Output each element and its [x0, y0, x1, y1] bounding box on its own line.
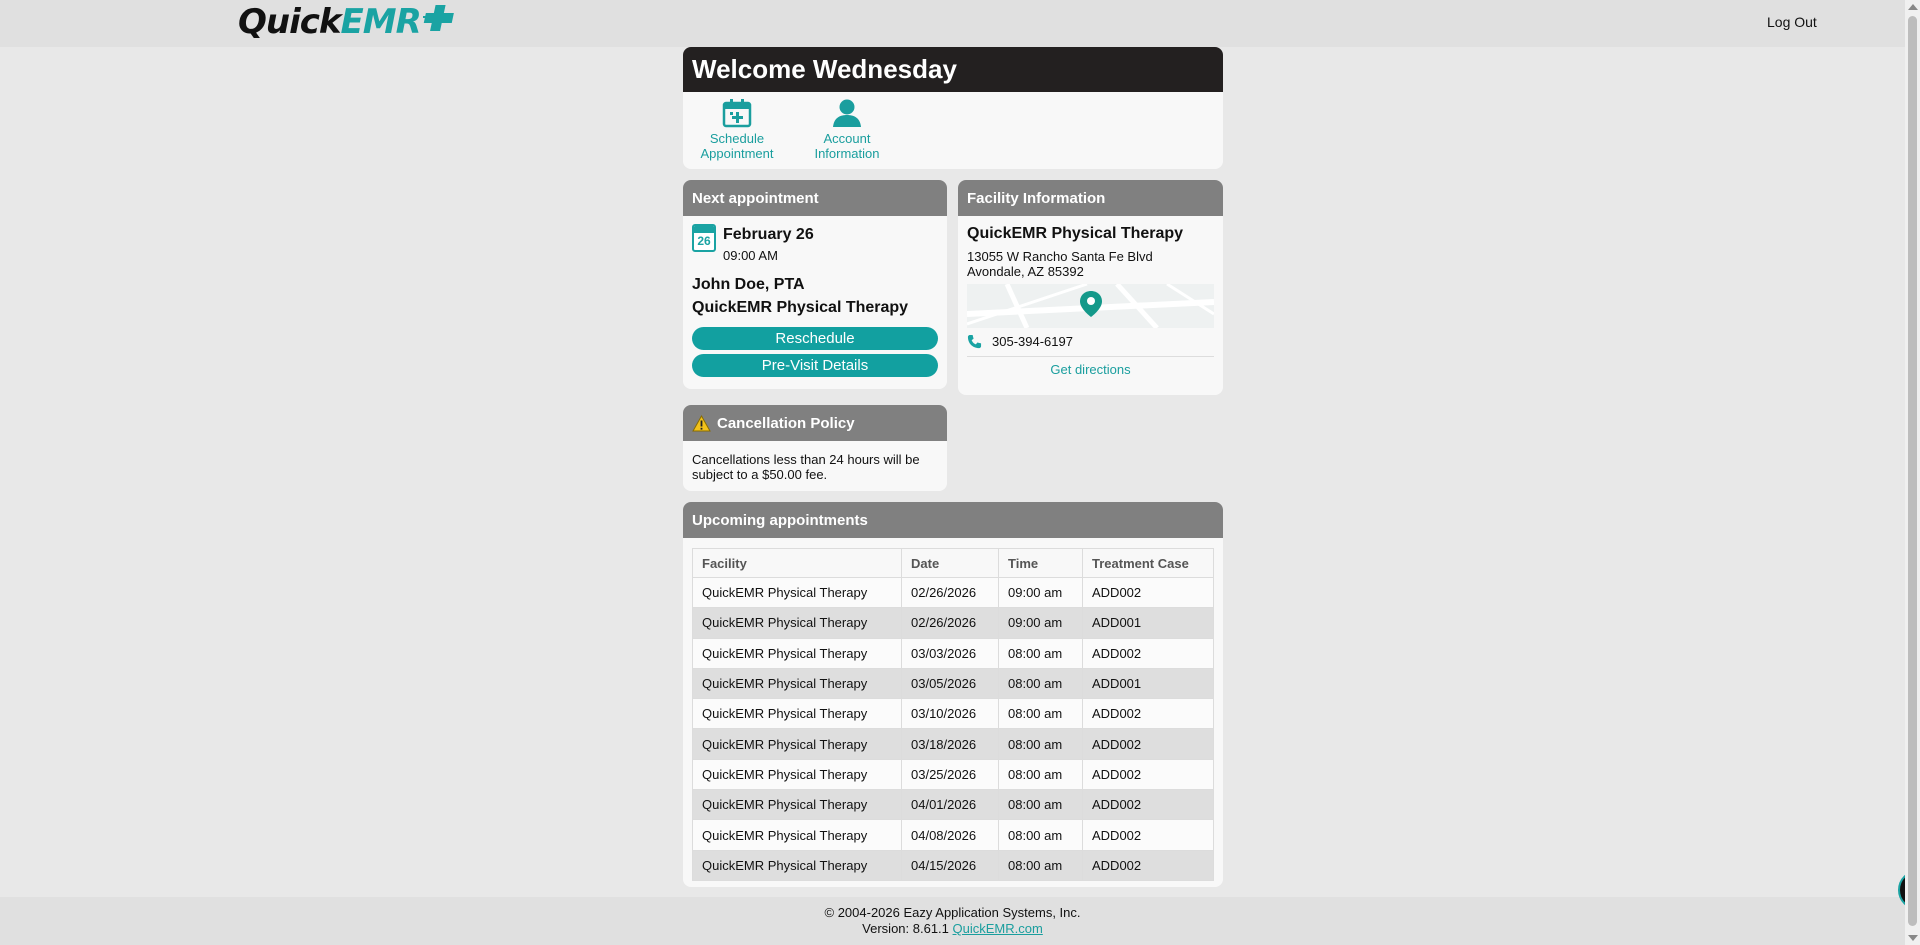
cancellation-policy-panel — [683, 405, 947, 491]
logo-plus-icon — [423, 2, 459, 42]
facility-information-panel — [958, 180, 1223, 395]
cell-time: 08:00 am — [999, 638, 1083, 668]
table-row[interactable] — [693, 638, 1214, 668]
cell-time: 08:00 am — [999, 729, 1083, 759]
welcome-panel — [683, 47, 1223, 169]
cell-treatment-case: ADD001 — [1083, 608, 1214, 638]
cell-time: 08:00 am — [999, 820, 1083, 850]
table-row[interactable] — [693, 578, 1214, 608]
schedule-label-2: Appointment — [700, 146, 774, 161]
cell-time: 09:00 am — [999, 578, 1083, 608]
upcoming-appointments-table — [692, 548, 1214, 881]
logo-quick-text: Quick — [238, 2, 341, 42]
cell-time: 08:00 am — [999, 759, 1083, 789]
table-row[interactable] — [693, 759, 1214, 789]
account-information-button[interactable] — [801, 98, 893, 161]
footer-quickemr-link[interactable]: QuickEMR.com — [952, 921, 1043, 936]
table-row[interactable] — [693, 699, 1214, 729]
cancellation-policy-text: Cancellations less than 24 hours will be subject to a $50.00 fee. — [692, 452, 920, 482]
scrollbar-thumb[interactable] — [1908, 16, 1917, 926]
appointment-facility: QuickEMR Physical Therapy — [692, 299, 909, 316]
facility-address-line2: Avondale, AZ 85392 — [967, 264, 1084, 279]
account-label-2: Information — [814, 146, 880, 161]
cell-facility: QuickEMR Physical Therapy — [693, 850, 902, 880]
facility-name: QuickEMR Physical Therapy — [967, 225, 1184, 242]
pre-visit-details-button[interactable]: Pre-Visit Details — [692, 354, 938, 377]
cell-facility: QuickEMR Physical Therapy — [693, 608, 902, 638]
quick-actions — [683, 92, 1223, 167]
cell-time: 08:00 am — [999, 850, 1083, 880]
table-row[interactable] — [693, 729, 1214, 759]
table-row[interactable] — [693, 668, 1214, 698]
table-row[interactable] — [693, 608, 1214, 638]
cell-date: 03/18/2026 — [902, 729, 999, 759]
logout-link[interactable]: Log Out — [1767, 14, 1817, 30]
cell-facility: QuickEMR Physical Therapy — [693, 820, 902, 850]
cell-facility: QuickEMR Physical Therapy — [693, 790, 902, 820]
warning-icon — [692, 415, 711, 432]
column-header-time[interactable]: Time — [999, 549, 1083, 578]
account-label-1: Account — [823, 131, 871, 146]
map-pin-icon — [1079, 290, 1103, 318]
footer-version: Version: 8.61.1 — [862, 921, 949, 936]
cancellation-policy-title: Cancellation Policy — [717, 414, 855, 432]
cell-time: 09:00 am — [999, 608, 1083, 638]
facility-map[interactable] — [967, 284, 1214, 328]
cell-treatment-case: ADD002 — [1083, 729, 1214, 759]
next-appointment-date: February 26 — [723, 226, 814, 243]
upcoming-appointments-panel — [683, 502, 1223, 887]
get-directions-link[interactable]: Get directions — [1050, 362, 1131, 377]
cell-facility: QuickEMR Physical Therapy — [693, 638, 902, 668]
cancellation-policy-header — [683, 405, 947, 441]
cell-time: 08:00 am — [999, 790, 1083, 820]
facility-phone[interactable]: 305-394-6197 — [992, 334, 1073, 349]
cell-date: 03/05/2026 — [902, 668, 999, 698]
facility-address-line1: 13055 W Rancho Santa Fe Blvd — [967, 249, 1153, 264]
logo-emr-text: EMR — [340, 2, 421, 42]
cell-date: 02/26/2026 — [902, 578, 999, 608]
footer-copyright: © 2004-2026 Eazy Application Systems, Inc. — [824, 905, 1081, 920]
table-row[interactable] — [693, 790, 1214, 820]
page-scrollbar[interactable] — [1905, 0, 1920, 945]
scroll-up-arrow-icon[interactable] — [1908, 4, 1918, 10]
cell-treatment-case: ADD002 — [1083, 820, 1214, 850]
calendar-day-icon — [692, 224, 716, 252]
next-appointment-title: Next appointment — [683, 180, 947, 216]
scroll-down-arrow-icon[interactable] — [1908, 935, 1918, 941]
reschedule-button[interactable]: Reschedule — [692, 327, 938, 350]
cell-facility: QuickEMR Physical Therapy — [693, 729, 902, 759]
cell-treatment-case: ADD001 — [1083, 668, 1214, 698]
next-appointment-time: 09:00 AM — [723, 248, 778, 263]
cell-date: 03/25/2026 — [902, 759, 999, 789]
user-icon — [832, 98, 862, 128]
top-bar — [0, 0, 1905, 47]
cell-facility: QuickEMR Physical Therapy — [693, 759, 902, 789]
cell-date: 02/26/2026 — [902, 608, 999, 638]
schedule-label-1: Schedule — [709, 131, 765, 146]
column-header-date[interactable]: Date — [902, 549, 999, 578]
cell-treatment-case: ADD002 — [1083, 638, 1214, 668]
upcoming-appointments-title: Upcoming appointments — [683, 502, 1223, 538]
cell-date: 03/03/2026 — [902, 638, 999, 668]
facility-information-title: Facility Information — [958, 180, 1223, 216]
cell-treatment-case: ADD002 — [1083, 759, 1214, 789]
cell-facility: QuickEMR Physical Therapy — [693, 699, 902, 729]
table-row[interactable] — [693, 850, 1214, 880]
table-row[interactable] — [693, 820, 1214, 850]
column-header-treatment-case[interactable]: Treatment Case — [1083, 549, 1214, 578]
provider-name: John Doe, PTA — [692, 276, 805, 293]
footer — [0, 897, 1905, 945]
schedule-appointment-button[interactable] — [691, 98, 783, 161]
cell-date: 04/15/2026 — [902, 850, 999, 880]
quickemr-logo[interactable] — [238, 2, 459, 42]
cell-facility: QuickEMR Physical Therapy — [693, 668, 902, 698]
cell-treatment-case: ADD002 — [1083, 699, 1214, 729]
welcome-title: Welcome Wednesday — [683, 47, 1223, 92]
next-appointment-panel — [683, 180, 947, 389]
cell-date: 04/01/2026 — [902, 790, 999, 820]
cell-treatment-case: ADD002 — [1083, 850, 1214, 880]
calendar-day-number: 26 — [697, 234, 711, 248]
cell-time: 08:00 am — [999, 699, 1083, 729]
phone-icon — [967, 334, 982, 349]
cell-date: 04/08/2026 — [902, 820, 999, 850]
cell-facility: QuickEMR Physical Therapy — [693, 578, 902, 608]
cell-time: 08:00 am — [999, 668, 1083, 698]
column-header-facility[interactable]: Facility — [693, 549, 902, 578]
calendar-plus-icon — [722, 98, 752, 128]
table-header-row — [693, 549, 1214, 578]
cell-treatment-case: ADD002 — [1083, 578, 1214, 608]
cell-date: 03/10/2026 — [902, 699, 999, 729]
cell-treatment-case: ADD002 — [1083, 790, 1214, 820]
